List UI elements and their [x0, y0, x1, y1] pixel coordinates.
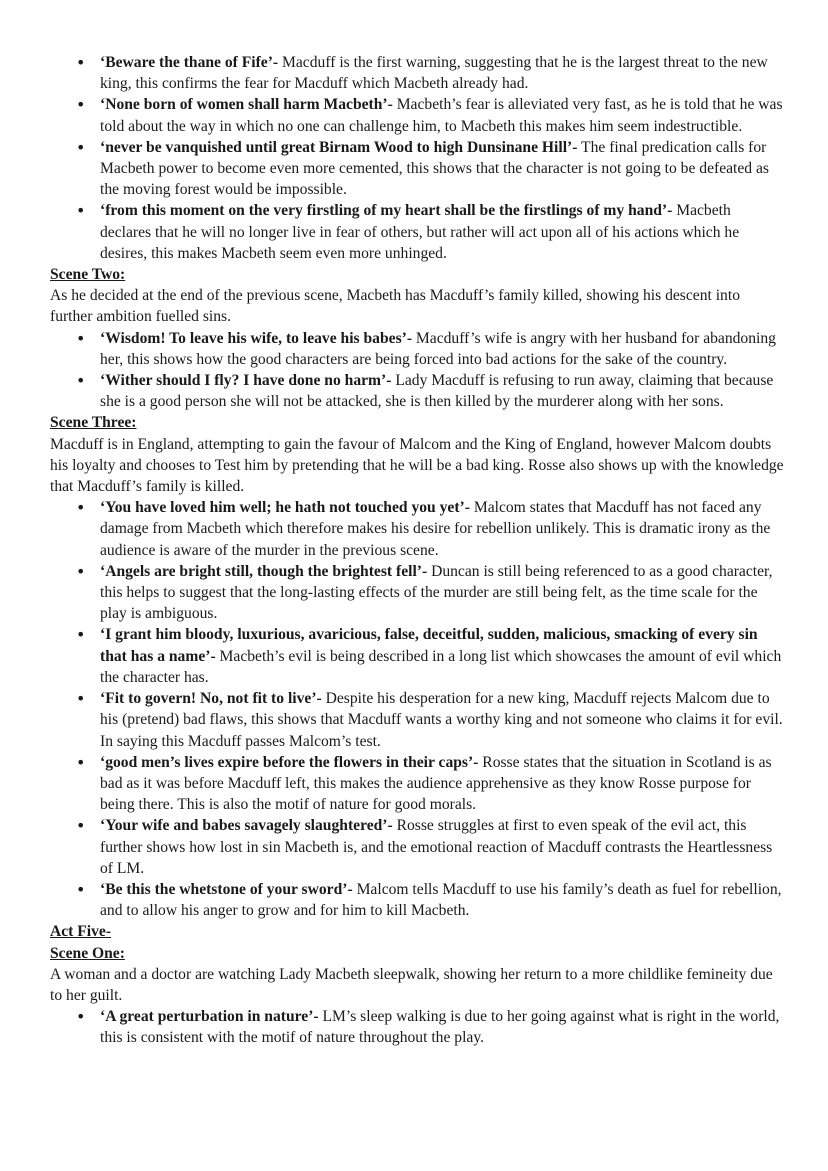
quote: ‘A great perturbation in nature’- — [100, 1008, 319, 1026]
analysis: Macbeth’s fear is alleviated very fast, as he is told that he was told about the way in which no one can challenge him, to Macbeth this makes him seem indestructible. — [100, 96, 783, 135]
analysis: Macbeth’s evil is being described in a long list which showcases the amount of evil which the character has. — [100, 647, 782, 686]
list-item — [50, 752, 785, 816]
analysis: Rosse states that the situation in Scotland is as bad as it was before Macduff left, this makes the audience apprehensive as they know Rosse purpose for being there. This is also the motif of nature for good morals. — [100, 753, 772, 814]
list-item — [50, 624, 785, 688]
analysis: Duncan is still being referenced to as a good character, this helps to suggest that the long-lasting effects of the murder are still being felt, as the time scale for the play is ambiguous. — [100, 562, 773, 623]
section-heading-scene-one: Scene One: — [50, 944, 125, 962]
quote: ‘Wisdom! To leave his wife, to leave his babes’- — [100, 329, 413, 347]
section-heading-act-five: Act Five- — [50, 923, 112, 941]
list-item — [50, 94, 785, 136]
list-item — [50, 561, 785, 625]
analysis: Macduff is the first warning, suggesting that he is the largest threat to the new king, this confirms the fear for Macduff which Macbeth already had. — [100, 54, 768, 93]
quote: ‘You have loved him well; he hath not touched you yet’- — [100, 499, 470, 517]
list-item — [50, 497, 785, 561]
quote: ‘None born of women shall harm Macbeth’- — [100, 96, 393, 114]
bullet-list-scene-three — [50, 497, 785, 921]
analysis: Malcom tells Macduff to use his family’s death as fuel for rebellion, and to allow his anger to grow and for him to kill Macbeth. — [100, 880, 782, 920]
list-item — [50, 52, 785, 94]
quote: ‘from this moment on the very firstling of my heart shall be the firstlings of my hand’- — [100, 202, 673, 220]
bullet-list-act4-scene1 — [50, 52, 785, 264]
analysis: Macbeth declares that he will no longer live in fear of others, but rather will act upon all of his actions which he desires, this makes Macbeth seem even more unhinged. — [100, 202, 740, 262]
bullet-list-scene-two — [50, 328, 785, 413]
list-item — [50, 688, 785, 752]
analysis: Despite his desperation for a new king, Macduff rejects Malcom due to his (pretend) bad flaws, this shows that Macduff wants a worthy king and not someone who claims it for evil. In saying this Macduff passes Malcom’s test. — [100, 690, 783, 750]
analysis: Macduff’s wife is angry with her husband for abandoning her, this shows how the good characters are being forced into bad actions for the sake of the country. — [100, 329, 776, 368]
quote: ‘Fit to govern! No, not fit to live’- — [100, 690, 322, 708]
analysis: LM’s sleep walking is due to her going against what is right in the world, this is consistent with the motif of nature throughout the play. — [100, 1008, 780, 1047]
list-item — [50, 137, 785, 201]
analysis: Rosse struggles at first to even speak of the evil act, this further shows how lost in sin Macbeth is, and the emotional reaction of Macduff contrasts the Heartlessness of LM. — [100, 817, 773, 877]
list-item — [50, 200, 785, 264]
scene-one-summary: A woman and a doctor are watching Lady Macbeth sleepwalk, showing her return to a more childlike femineity due to her guilt. — [50, 965, 773, 1004]
list-item — [50, 879, 785, 921]
quote: ‘I grant him bloody, luxurious, avaricious, false, deceitful, sudden, malicious, smacking of every sin that has a name’- — [100, 626, 758, 665]
analysis: Malcom states that Macduff has not faced any damage from Macbeth which therefore makes his desire for rebellion unlikely. This is dramatic irony as the audience is aware of the murder in the previous scene. — [100, 499, 771, 559]
list-item — [50, 815, 785, 879]
section-heading-scene-three: Scene Three: — [50, 414, 137, 432]
list-item — [50, 1006, 785, 1048]
section-heading-scene-two: Scene Two: — [50, 266, 126, 284]
quote: ‘Your wife and babes savagely slaughtered’- — [100, 817, 393, 835]
list-item — [50, 370, 785, 412]
quote: ‘Wither should I fly? I have done no harm’- — [100, 372, 392, 390]
quote: ‘Angels are bright still, though the brightest fell’- — [100, 562, 428, 580]
document-body — [50, 52, 785, 1049]
quote: ‘good men’s lives expire before the flowers in their caps’- — [100, 753, 479, 771]
scene-two-summary: As he decided at the end of the previous scene, Macbeth has Macduff’s family killed, showing his descent into further ambition fuelled sins. — [50, 287, 740, 326]
scene-three-summary: Macduff is in England, attempting to gain the favour of Malcom and the King of England, however Malcom doubts his loyalty and chooses to Test him by pretending that he will be a bad king. Rosse also shows up with the knowledge that Macduff’s family is killed. — [50, 435, 784, 496]
quote: ‘Beware the thane of Fife’- — [100, 54, 279, 71]
bullet-list-act5-scene1 — [50, 1006, 785, 1048]
analysis: Lady Macduff is refusing to run away, claiming that because she is a good person she will not be attacked, she is then killed by the murderer along with her sons. — [100, 372, 774, 411]
analysis: The final predication calls for Macbeth power to become even more cemented, this shows that the character is not going to be defeated as the moving forest would be impossible. — [100, 138, 769, 199]
quote: ‘Be this the whetstone of your sword’- — [100, 880, 353, 898]
quote: ‘never be vanquished until great Birnam Wood to high Dunsinane Hill’- — [100, 138, 578, 156]
list-item — [50, 328, 785, 370]
